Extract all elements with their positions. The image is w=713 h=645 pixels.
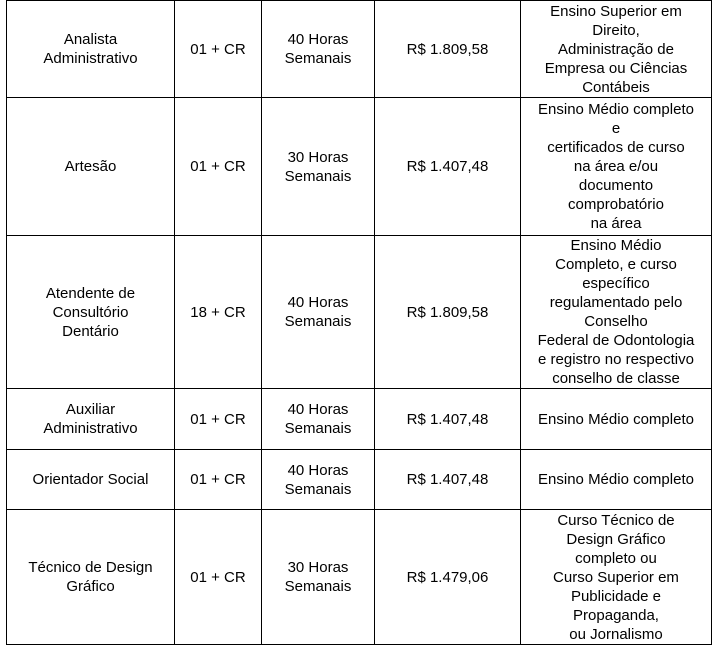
requisitos-cell-line: específico [582, 275, 650, 292]
table-row [7, 98, 712, 236]
requisitos-cell-line: Curso Superior em [553, 568, 679, 586]
requisitos-cell-line: documento [578, 177, 654, 194]
vagas-cell: 01 + CR [175, 1, 262, 98]
cargo-cell-line: Analista [63, 31, 118, 48]
carga-horaria-cell-line: Semanais [284, 313, 352, 330]
carga-horaria-cell-line: Semanais [284, 167, 352, 185]
table-row [7, 510, 712, 645]
requisitos-cell-line: Contábeis [582, 78, 650, 96]
requisitos-cell [521, 510, 712, 645]
carga-horaria-cell-line: 40 Horas [287, 31, 349, 48]
requisitos-cell-line: e registro no respectivo [538, 351, 694, 368]
cargo-cell-line: Dentário [62, 322, 119, 340]
requisitos-cell [521, 1, 712, 98]
carga-horaria-cell-line: 30 Horas [287, 559, 349, 576]
table-row [7, 389, 712, 450]
requisitos-cell-line: Ensino Médio completo [538, 471, 694, 488]
salario-cell: R$ 1.407,48 [375, 389, 521, 450]
cargo-cell-line: Gráfico [66, 578, 115, 595]
requisitos-cell [521, 98, 712, 236]
positions-table [6, 0, 712, 645]
vagas-cell: 01 + CR [175, 389, 262, 450]
carga-horaria-cell [262, 510, 375, 645]
requisitos-cell-line: Completo, e curso [555, 256, 677, 273]
vagas-cell: 18 + CR [175, 236, 262, 389]
vagas-cell: 01 + CR [175, 98, 262, 236]
requisitos-cell-line: Design Gráfico [566, 530, 666, 548]
cargo-cell-line: Auxiliar [65, 401, 116, 418]
requisitos-cell-line: Conselho [584, 313, 648, 330]
requisitos-cell-line: Ensino Médio completo [538, 410, 694, 428]
requisitos-cell-line: completo ou [575, 549, 657, 567]
requisitos-cell-line: Direito, [592, 21, 640, 39]
cargo-cell [7, 389, 175, 450]
requisitos-cell-line: na área [590, 215, 642, 232]
cargo-cell [7, 510, 175, 645]
carga-horaria-cell-line: 40 Horas [287, 461, 349, 479]
requisitos-cell [521, 236, 712, 389]
requisitos-cell-line: na área e/ou [573, 158, 659, 175]
requisitos-cell-line: ou Jornalismo [569, 625, 663, 643]
requisitos-cell [521, 389, 712, 450]
table-row [7, 450, 712, 510]
requisitos-cell-line: Federal de Odontologia [537, 332, 695, 349]
requisitos-cell-line: certificados de curso [547, 139, 685, 156]
requisitos-cell-line: Ensino Superior em [550, 2, 682, 20]
requisitos-cell-line: conselho de classe [552, 370, 680, 387]
table-row [7, 236, 712, 389]
carga-horaria-cell-line: 40 Horas [287, 294, 349, 311]
salario-cell: R$ 1.407,48 [375, 450, 521, 510]
salario-cell: R$ 1.479,06 [375, 510, 521, 645]
vagas-cell: 01 + CR [175, 450, 262, 510]
salario-cell: R$ 1.809,58 [375, 236, 521, 389]
vagas-cell: 01 + CR [175, 510, 262, 645]
cargo-cell-line: Administrativo [43, 50, 138, 67]
cargo-cell [7, 236, 175, 389]
carga-horaria-cell [262, 98, 375, 236]
table-row [7, 1, 712, 98]
requisitos-cell-line: e [611, 120, 621, 137]
requisitos-cell-line: Ensino Médio completo [538, 101, 694, 118]
requisitos-cell-line: Curso Técnico de [557, 511, 675, 529]
requisitos-cell-line: regulamentado pelo [549, 294, 683, 311]
cargo-cell [7, 98, 175, 236]
cargo-cell [7, 450, 175, 510]
carga-horaria-cell [262, 1, 375, 98]
requisitos-cell [521, 450, 712, 510]
carga-horaria-cell-line: Semanais [284, 578, 352, 595]
requisitos-cell-line: Propaganda, [573, 606, 659, 624]
carga-horaria-cell-line: 40 Horas [287, 401, 349, 418]
salario-cell: R$ 1.407,48 [375, 98, 521, 236]
cargo-cell-line: Orientador Social [32, 471, 149, 488]
carga-horaria-cell-line: 30 Horas [287, 148, 349, 166]
requisitos-cell-line: Administração de [558, 40, 674, 58]
carga-horaria-cell [262, 389, 375, 450]
requisitos-cell-line: Publicidade e [570, 587, 662, 605]
requisitos-cell-line: comprobatório [568, 196, 664, 213]
requisitos-cell-line: Empresa ou Ciências [544, 59, 688, 77]
carga-horaria-cell [262, 450, 375, 510]
cargo-cell-line: Técnico de Design [28, 559, 153, 576]
positions-table-body [7, 1, 712, 645]
cargo-cell-line: Atendente de [45, 284, 136, 302]
carga-horaria-cell-line: Semanais [284, 50, 352, 67]
carga-horaria-cell-line: Semanais [284, 420, 352, 437]
salario-cell: R$ 1.809,58 [375, 1, 521, 98]
cargo-cell-line: Artesão [64, 158, 117, 175]
requisitos-cell-line: Ensino Médio [570, 237, 662, 254]
cargo-cell-line: Consultório [52, 303, 129, 321]
carga-horaria-cell [262, 236, 375, 389]
carga-horaria-cell-line: Semanais [284, 480, 352, 498]
cargo-cell-line: Administrativo [43, 420, 138, 437]
cargo-cell [7, 1, 175, 98]
